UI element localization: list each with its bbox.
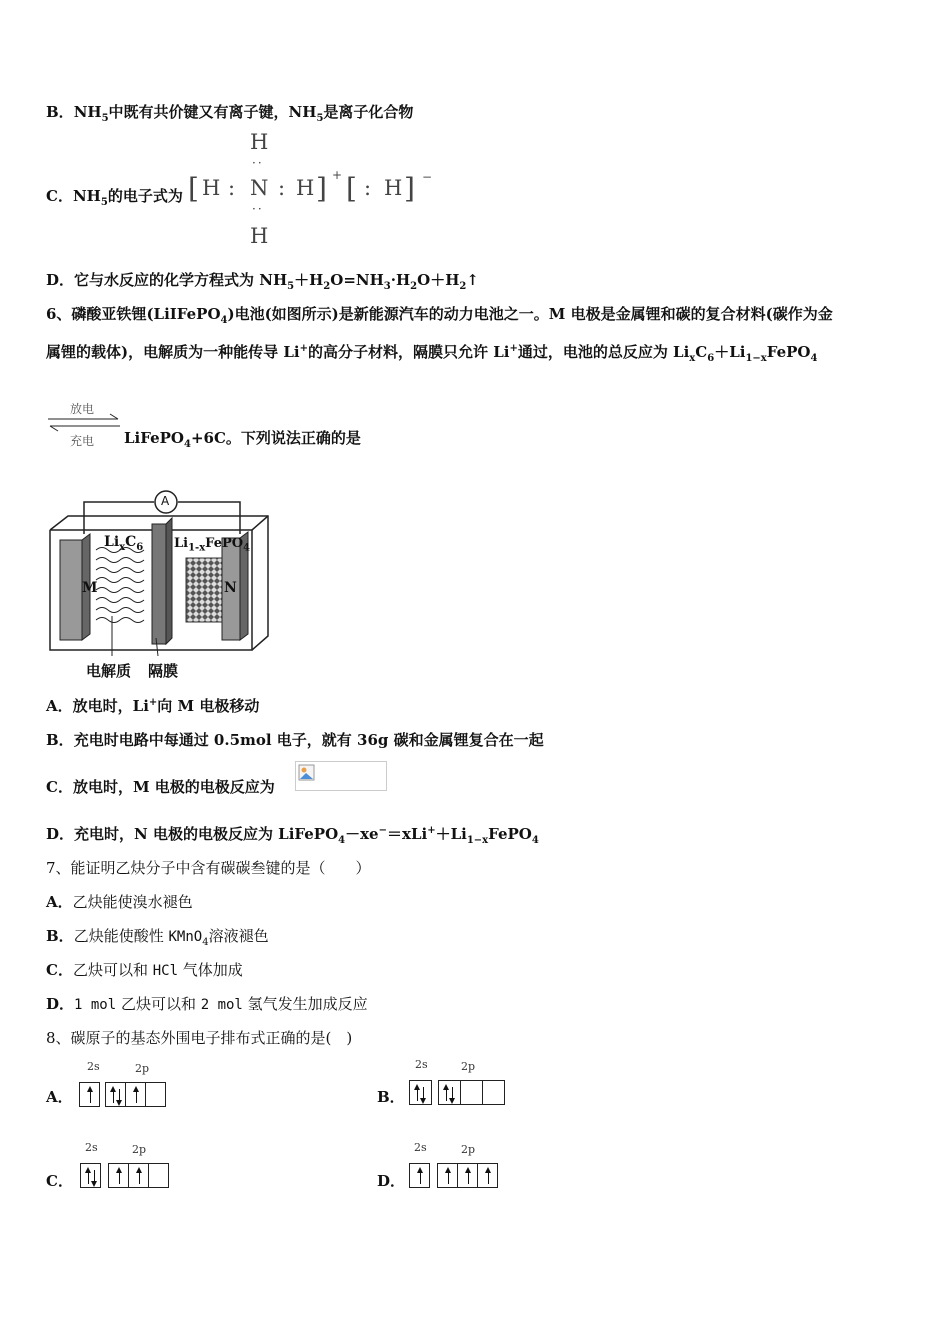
electron-pair-left: : <box>228 176 236 200</box>
amount: 1 mol <box>74 997 117 1013</box>
ammeter-label: A <box>161 494 170 508</box>
text: 溶液褪色 <box>208 927 269 945</box>
text: 的高分子材料，隔膜只允许 Li <box>307 343 510 361</box>
orbital-box-2p-1 <box>437 1163 458 1188</box>
label-2p: 2p <box>461 1060 476 1073</box>
subscript: 6 <box>707 353 715 364</box>
h-top: H <box>250 130 269 154</box>
text: 乙炔可以和 <box>72 961 153 979</box>
q8-option-b-label: B． <box>377 1088 405 1106</box>
orbital-box-2p-2 <box>460 1080 483 1105</box>
subscript: 3 <box>383 281 391 292</box>
spin-up-arrow-icon <box>420 1170 421 1184</box>
text: O＋H <box>417 271 460 289</box>
bracket-open: [ <box>188 172 199 205</box>
subscript: 2 <box>410 281 418 292</box>
q8-stem: 8、碳原子的基态外围电子排布式正确的是( ) <box>46 1029 353 1047</box>
battery-diagram <box>46 488 276 682</box>
option-label: C． <box>46 961 73 979</box>
text: 它与水反应的化学方程式为 NH <box>74 271 288 289</box>
spin-up-arrow-icon <box>139 1170 140 1184</box>
q6-stem-line1 <box>46 304 833 324</box>
formula: HCl <box>152 963 179 979</box>
orbital-box-2p-2 <box>457 1163 478 1188</box>
superscript: + <box>148 697 158 708</box>
option-label: A． <box>46 893 73 911</box>
text: 6、磷酸亚铁锂(LiIFePO <box>46 305 221 323</box>
subscript: 1−x <box>745 353 767 364</box>
orbital-box-2p-3 <box>145 1082 166 1107</box>
q6-stem-line3 <box>124 428 361 448</box>
spin-up-arrow-icon <box>446 1087 447 1101</box>
orbital-box-2s <box>79 1082 100 1107</box>
option-label: D． <box>46 825 75 843</box>
orbital-box-2p-3 <box>477 1163 498 1188</box>
electrode-m-label: M <box>82 580 98 596</box>
label-2s: 2s <box>415 1058 428 1071</box>
text: 属锂的载体)，电解质为一种能传导 Li <box>46 343 300 361</box>
superscript: + <box>299 343 308 354</box>
text: 乙炔可以和 <box>116 995 201 1013</box>
text: 中既有共价键又有离子键，NH <box>108 103 317 121</box>
spin-down-arrow-icon <box>119 1089 120 1103</box>
subscript: 2 <box>323 281 331 292</box>
subscript: 4 <box>810 353 818 364</box>
text: ＋Li <box>714 343 746 361</box>
text: 充电时，N 电极的电极反应为 LiFePO <box>74 825 339 843</box>
orbital-box-2s <box>80 1163 101 1188</box>
option-label: B． <box>46 731 74 749</box>
option-label: D． <box>46 995 75 1013</box>
subscript: 5 <box>101 113 109 124</box>
subscript: 4 <box>531 835 539 846</box>
electrolyte-label: 电解质 <box>86 662 132 680</box>
broken-image-icon <box>298 764 316 782</box>
reversible-arrow <box>46 398 122 450</box>
text: NH <box>73 103 102 121</box>
superscript: + <box>427 825 436 836</box>
broken-image-placeholder <box>295 761 387 791</box>
text: 的电子式为 <box>107 187 183 205</box>
q8-option-c-label: C． <box>46 1172 73 1190</box>
text: FePO <box>766 343 811 361</box>
subscript: 2 <box>459 281 467 292</box>
spin-up-arrow-icon <box>88 1170 89 1184</box>
q6-stem-line2 <box>46 342 817 362</box>
q8-option-a-diagram <box>79 1060 179 1112</box>
text: )电池(如图所示)是新能源汽车的动力电池之一。M 电极是金属锂和碳的复合材料(碳作为金 <box>227 305 833 323</box>
anode-material-label: $Li_xC_6$ <box>104 534 144 553</box>
label-2s: 2s <box>414 1141 427 1154</box>
h-anion: H <box>384 176 403 200</box>
text: 乙炔能使酸性 <box>73 927 169 945</box>
q6-option-b <box>46 730 544 750</box>
q6-option-a <box>46 696 259 716</box>
option-label: A． <box>46 697 73 715</box>
superscript: − <box>378 825 387 836</box>
spin-up-arrow-icon <box>488 1170 489 1184</box>
text: LiFePO <box>124 429 184 447</box>
orbital-box-2p-3 <box>482 1080 505 1105</box>
spin-up-arrow-icon <box>136 1089 137 1103</box>
q8-option-c-diagram <box>80 1141 180 1195</box>
electrode-n-label: N <box>224 580 237 596</box>
electron-pair-top: ·· <box>252 156 264 170</box>
subscript: 4 <box>338 835 346 846</box>
subscript: 4 <box>202 937 209 948</box>
text: －xe <box>345 825 379 843</box>
subscript: 4 <box>220 315 228 326</box>
bracket-close-anion: ] <box>404 172 415 205</box>
text: C <box>695 343 708 361</box>
orbital-box-2s <box>409 1080 432 1105</box>
spin-up-arrow-icon <box>113 1089 114 1103</box>
q7-option-a <box>46 892 193 912</box>
spin-down-arrow-icon <box>423 1087 424 1101</box>
subscript: 5 <box>100 197 108 208</box>
spin-up-arrow-icon <box>468 1170 469 1184</box>
orbital-box-2p-1 <box>438 1080 461 1105</box>
bracket-close: ] <box>316 172 327 205</box>
battery-diagram-svg <box>46 488 276 682</box>
subscript: 1−x <box>466 835 489 846</box>
text: FePO <box>488 825 532 843</box>
q8-option-b-diagram <box>409 1058 509 1112</box>
h-left: H <box>202 176 221 200</box>
text: ＋H <box>294 271 324 289</box>
text: 乙炔能使溴水褪色 <box>72 893 193 911</box>
bracket-open-anion: [ <box>346 172 357 205</box>
subscript: 4 <box>183 439 191 450</box>
text: 向 M 电极移动 <box>157 697 260 715</box>
label-2s: 2s <box>85 1141 98 1154</box>
superscript: + <box>509 343 518 354</box>
q6-option-d <box>46 824 539 844</box>
q5-option-b <box>46 102 413 122</box>
text: 是离子化合物 <box>323 103 414 121</box>
text: 放电时，M 电极的电极反应为 <box>72 778 275 796</box>
q6-option-c <box>46 777 275 797</box>
option-label: B． <box>46 103 74 121</box>
arrow-label-charge: 充电 <box>70 434 95 448</box>
label-2p: 2p <box>461 1143 476 1156</box>
q7-option-d <box>46 994 368 1015</box>
text: 充电时电路中每通过 0.5mol 电子，就有 36g 碳和金属锂复合在一起 <box>73 731 544 749</box>
orbital-box-2p-1 <box>105 1082 126 1107</box>
text: ·H <box>390 271 411 289</box>
electron-pair-right: : <box>278 176 286 200</box>
q8-option-d-label: D． <box>377 1172 406 1190</box>
electron-pair-anion: : <box>364 176 372 200</box>
text: 通过，电池的总反应为 Li <box>517 343 690 361</box>
spin-down-arrow-icon <box>94 1170 95 1184</box>
spin-down-arrow-icon <box>452 1087 453 1101</box>
subscript: 5 <box>316 113 324 124</box>
text: O=NH <box>330 271 384 289</box>
orbital-box-2p-2 <box>128 1163 149 1188</box>
text: 氢气发生加成反应 <box>242 995 368 1013</box>
orbital-box-2s <box>409 1163 430 1188</box>
formula: KMnO <box>168 929 203 945</box>
subscript: x <box>689 353 696 364</box>
amount: 2 mol <box>200 997 243 1013</box>
q7-option-c <box>46 960 243 981</box>
text: 气体加成 <box>178 961 243 979</box>
orbital-box-2p-3 <box>148 1163 169 1188</box>
label-2p: 2p <box>132 1143 147 1156</box>
separator-label: 隔膜 <box>148 662 179 680</box>
n-atom: N <box>250 176 269 200</box>
spin-up-arrow-icon <box>448 1170 449 1184</box>
electron-formula-nh5 <box>188 130 438 250</box>
spin-up-arrow-icon <box>90 1089 91 1103</box>
h-bottom: H <box>250 224 269 248</box>
text: 放电时，Li <box>72 697 149 715</box>
orbital-box-2p-2 <box>125 1082 146 1107</box>
q5-option-c <box>46 186 183 206</box>
option-label: C． <box>46 187 73 205</box>
label-2p: 2p <box>135 1062 150 1075</box>
text: ＋Li <box>435 825 467 843</box>
option-label: D． <box>46 271 75 289</box>
h-right: H <box>296 176 315 200</box>
q5-option-d <box>46 270 479 290</box>
text: NH <box>72 187 101 205</box>
q7-option-b <box>46 926 269 947</box>
charge-minus: − <box>422 170 433 184</box>
orbital-box-2p-1 <box>108 1163 129 1188</box>
spin-up-arrow-icon <box>119 1170 120 1184</box>
text: ＝xLi <box>387 825 428 843</box>
text: ↑ <box>466 271 479 289</box>
q8-option-a-label: A． <box>46 1088 73 1106</box>
q7-stem: 7、能证明乙炔分子中含有碳碳叁键的是（ ） <box>46 859 371 877</box>
subscript: 5 <box>287 281 295 292</box>
q8-option-d-diagram <box>409 1141 509 1195</box>
label-2s: 2s <box>87 1060 100 1073</box>
option-label: C． <box>46 778 73 796</box>
cathode-material-label: $Li_{1-x}FePO_4$ <box>174 536 251 554</box>
arrow-label-discharge: 放电 <box>70 402 95 416</box>
spin-up-arrow-icon <box>417 1087 418 1101</box>
option-label: B． <box>46 927 74 945</box>
electron-pair-bottom: ·· <box>252 202 264 216</box>
text: +6C。下列说法正确的是 <box>190 429 361 447</box>
charge-plus: + <box>332 168 343 182</box>
